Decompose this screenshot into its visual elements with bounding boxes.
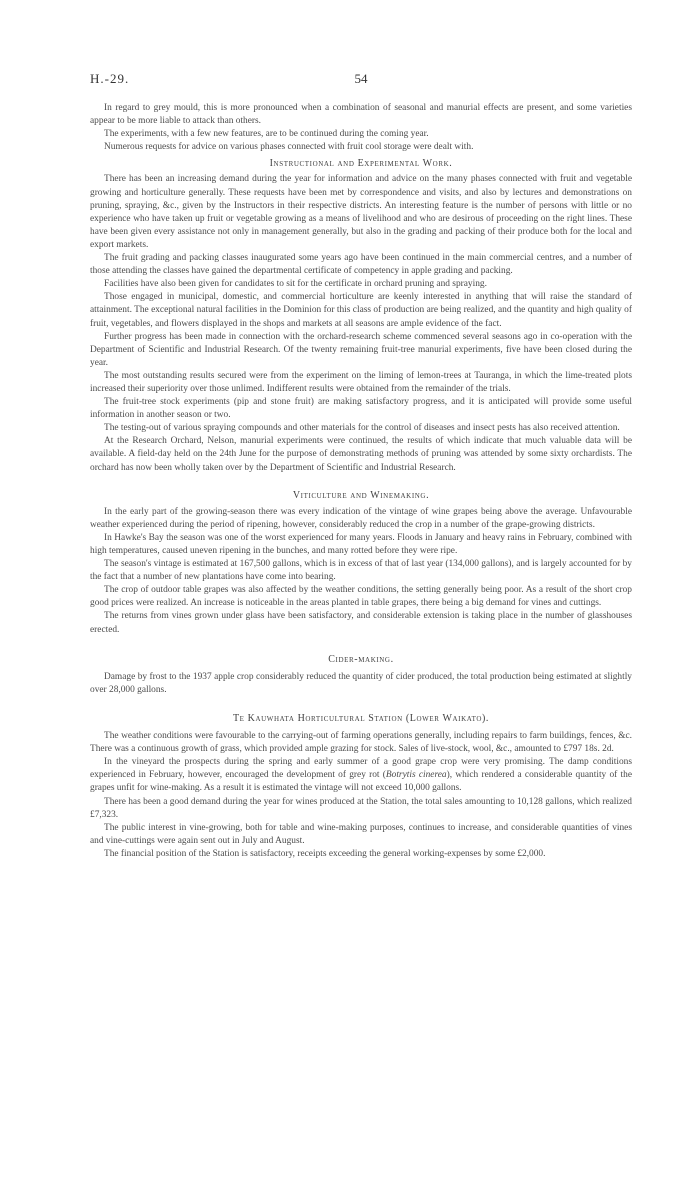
instructional-paragraph: The fruit-tree stock experiments (pip and stone fruit) are making satisfactory progress, and it is anticipated will provide some useful information in another season or two. <box>90 397 632 421</box>
te-kauwhata-paragraph: There has been a good demand during the year for wines produced at the Station, the total sales amounting to 10,128 gallons, which realized £7,323. <box>90 796 632 820</box>
viticulture-paragraph: In Hawke's Bay the season was one of the worst experienced for many years. Floods in January and heavy rains in February, combined with high temperatures, caused uneven ripening in the bunches, and many rotted before they were ripe. <box>90 532 632 556</box>
te-kauwhata-paragraph: The financial position of the Station is satisfactory, receipts exceeding the general working-expenses by some £2,000. <box>104 848 546 859</box>
instructional-paragraph: Those engaged in municipal, domestic, and commercial horticulture are keenly interested in anything that will raise the standard of attainment. The exceptional natural facilities in the Dominion for this class of production are being realized, and the quantity and high quality of fruit, vegetables, and flowers displayed in the shops and markets at all seasons are ample evidence of the fact. <box>90 292 632 329</box>
viticulture-paragraph: The season's vintage is estimated at 167,500 gallons, which is in excess of that of last year (134,000 gallons), and is largely accounted for by the fact that a number of new plantations have come into bearing. <box>90 559 632 583</box>
instructional-paragraph: Further progress has been made in connection with the orchard-research scheme commenced several seasons ago in co-operation with the Department of Scientific and Industrial Research. Of the twenty remaining fruit-tree manurial experiments, five have been closed during the year. <box>90 331 632 368</box>
heading-instructional-work: Instructional and Experimental Work. <box>269 158 453 170</box>
text-segment: ), which rendered a considerable quantity of the grapes unfit for wine-making. As a result it is estimated the vintage will not exceed 10,000 gallons. <box>90 770 632 794</box>
page-content <box>90 102 632 861</box>
instructional-paragraph: At the Research Orchard, Nelson, manurial experiments were continued, the results of which indicate that much valuable data will be available. A field-day held on the 24th June for the purpose of demonstrating methods of pruning was attended by some sixty orchardists. The orchard has now been wholly taken over by the Department of Scientific and Industrial Research. <box>90 436 632 473</box>
te-kauwhata-paragraph <box>90 756 632 795</box>
viticulture-paragraph: In the early part of the growing-season there was every indication of the vintage of wine grapes being above the average. Unfavourable weather experienced during the period of ripening, however, considerably reduced the crop in a number of the grape-growing districts. <box>90 506 632 530</box>
page-header <box>90 72 632 88</box>
viticulture-paragraph: The crop of outdoor table grapes was also affected by the weather conditions, the setting generally being poor. As a result of the short crop good prices were realized. An increase is noticeable in the areas planted in table grapes, there being a big demand for vines and cuttings. <box>90 585 632 609</box>
te-kauwhata-paragraph: The public interest in vine-growing, both for table and wine-making purposes, continues to increase, and considerable quantities of vines and vine-cuttings were again sent out in July and August. <box>90 822 632 846</box>
te-kauwhata-paragraph: The weather conditions were favourable to the carrying-out of farming operations generally, including repairs to farm buildings, fences, &c. There was a continuous growth of grass, which provided ample grazing for stock. Sales of live-stock, wool, &c., amounted to £797 18s. 2d. <box>90 731 632 755</box>
instructional-paragraph: Facilities have also been given for candidates to sit for the certificate in orchard pruning and spraying. <box>104 279 487 290</box>
page-number: 54 <box>354 71 368 86</box>
report-reference: H.-29. <box>90 71 130 86</box>
intro-paragraph: Numerous requests for advice on various phases connected with fruit cool storage were dealt with. <box>104 142 474 153</box>
instructional-paragraph: The most outstanding results secured were from the experiment on the liming of lemon-trees at Tauranga, in which the lime-treated plots increased their superiority over those unlimed. Indifferent results were obtained from the remainder of the trials. <box>90 370 632 394</box>
intro-paragraph: The experiments, with a few new features, are to be continued during the coming year. <box>104 129 429 140</box>
cider-paragraph: Damage by frost to the 1937 apple crop considerably reduced the quantity of cider produced, the total production being estimated at slightly over 28,000 gallons. <box>90 671 632 695</box>
viticulture-paragraph: The returns from vines grown under glass have been satisfactory, and considerable extension is taking place in the number of glasshouses erected. <box>90 611 632 635</box>
instructional-paragraph: The testing-out of various spraying compounds and other materials for the control of diseases and insect pests has also received attention. <box>104 423 620 434</box>
instructional-paragraph: There has been an increasing demand during the year for information and advice on the many phases connected with fruit and vegetable growing and horticulture generally. These requests have been met by correspondence and visits, and also by lectures and demonstrations on pruning, spraying, &c., given by the Instructors in their respective districts. An interesting feature is the number of persons with little or no experience who have taken up fruit or vegetable growing as a means of livelihood and who are desirous of proceeding on the right lines. These have been given every assistance not only in management generally, but also in the grading and packing of their produce both for the local and export markets. <box>90 174 632 250</box>
instructional-paragraph: The fruit grading and packing classes inaugurated some years ago have been continued in the main commercial centres, and a number of those attending the classes have gained the departmental certificate of competency in apple grading and packing. <box>90 253 632 277</box>
heading-viticulture: Viticulture and Winemaking. <box>292 489 430 501</box>
intro-paragraph: In regard to grey mould, this is more pronounced when a combination of seasonal and manurial effects are present, and some varieties appear to be more liable to attack than others. <box>90 103 632 127</box>
heading-te-kauwhata-station: Te Kauwhata Horticultural Station (Lower Waikato). <box>232 712 490 724</box>
botanical-name: Botrytis cinerea <box>385 770 447 781</box>
text-segment: In the vineyard the prospects during the spring and early summer of a good grape crop were very promising. The damp conditions experienced in February, however, encouraged the development of grey rot ( <box>90 757 632 781</box>
heading-cider-making: Cider-making. <box>328 653 394 665</box>
